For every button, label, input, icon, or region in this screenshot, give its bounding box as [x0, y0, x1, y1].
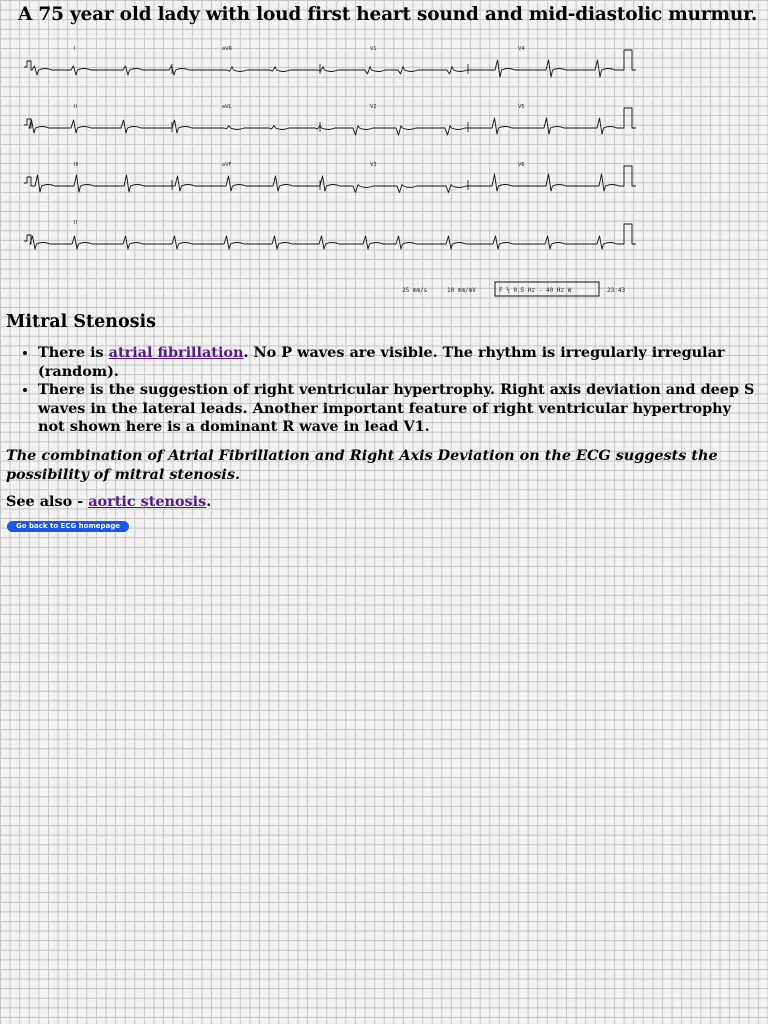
lead-label: aVF — [222, 162, 232, 168]
finding-1-prefix: There is — [38, 344, 109, 361]
lead-label: II — [74, 104, 77, 110]
lead-label: I — [74, 46, 76, 52]
finding-atrial-fibrillation — [38, 344, 762, 381]
ecg-filter: F ½ 0.5 Hz - 40 Hz W — [499, 287, 572, 294]
ecg-code: 23:43 — [607, 287, 626, 294]
aortic-stenosis-link[interactable]: aortic stenosis — [88, 493, 207, 510]
ecg-trace-row — [24, 224, 636, 249]
ecg-tracing — [24, 38, 644, 298]
ecg-gain: 10 mm/mV — [447, 287, 476, 294]
ecg-footer — [402, 282, 625, 296]
findings-list — [0, 344, 762, 437]
ecg-traces — [24, 50, 636, 249]
lead-label: III — [74, 162, 79, 168]
lead-label: V3 — [370, 162, 377, 168]
ecg-lead-labels — [74, 46, 525, 226]
see-also-suffix: . — [206, 493, 212, 510]
ecg-trace-row — [24, 108, 636, 135]
atrial-fibrillation-link[interactable]: atrial fibrillation — [108, 344, 244, 361]
see-also-prefix: See also - — [6, 493, 89, 510]
ecg-speed: 25 mm/s — [402, 287, 428, 294]
conclusion: The combination of Atrial Fibrillation and Right Axis Deviation on the ECG suggests the possibility of mitral stenosis. — [6, 447, 718, 483]
section-heading: Mitral Stenosis — [6, 312, 157, 332]
ecg-trace-row — [24, 166, 636, 192]
page-title: A 75 year old lady with loud first heart sound and mid-diastolic murmur. — [18, 4, 758, 25]
lead-label: V1 — [370, 46, 377, 52]
ecg-homepage-button[interactable]: Go back to ECG homepage — [7, 521, 129, 532]
lead-label: V6 — [518, 162, 525, 168]
finding-1-suffix: . No P waves are visible. The rhythm is irregularly irregular (random). — [38, 344, 725, 380]
lead-label: aVR — [222, 46, 232, 52]
finding-rvh: • There is the suggestion of right ventricular hypertrophy. Right axis deviation and deep S waves in the lateral leads. Another important feature of right ventricular hypertrophy not shown here is a dominant R wave in lead V1. — [38, 381, 762, 437]
lead-label: aVL — [222, 104, 232, 110]
lead-label: V2 — [370, 104, 377, 110]
lead-label: II — [74, 220, 77, 226]
see-also — [6, 493, 211, 510]
ecg-trace-row — [24, 50, 636, 77]
lead-label: V4 — [518, 46, 525, 52]
lead-label: V5 — [518, 104, 525, 110]
